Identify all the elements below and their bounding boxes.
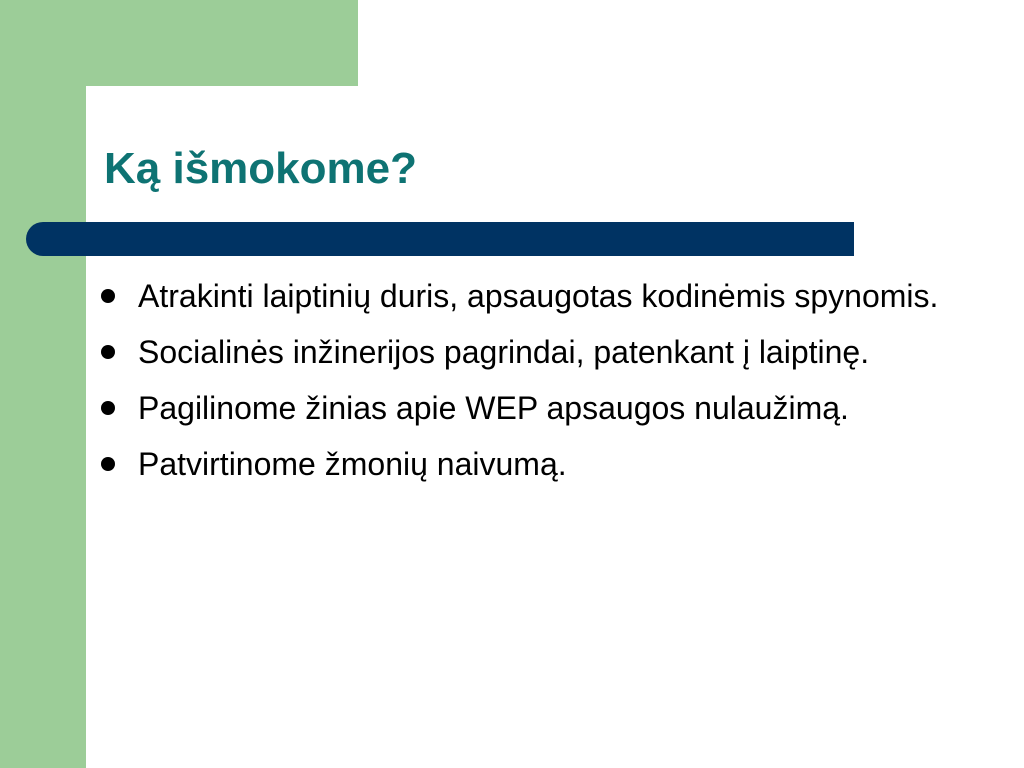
bullet-text: Patvirtinome žmonių naivumą.: [138, 446, 567, 482]
bullet-item: [98, 440, 978, 488]
green-side-panel: [0, 0, 86, 768]
green-top-panel: [0, 0, 358, 86]
bullet-item: [98, 328, 978, 376]
bullet-dot-icon: [101, 345, 115, 359]
slide-title: Ką išmokome?: [104, 144, 417, 193]
title-underline-bar: [26, 222, 854, 256]
bullet-dot-icon: [101, 289, 115, 303]
bullet-dot-icon: [101, 401, 115, 415]
bullet-list: [98, 272, 978, 496]
bullet-text: Socialinės inžinerijos pagrindai, patenkant į laiptinę.: [138, 334, 870, 370]
bullet-text: Atrakinti laiptinių duris, apsaugotas kodinėmis spynomis.: [138, 278, 939, 314]
bullet-item: [98, 384, 978, 432]
bullet-item: [98, 272, 978, 320]
bullet-dot-icon: [101, 457, 115, 471]
bullet-text: Pagilinome žinias apie WEP apsaugos nulaužimą.: [138, 390, 849, 426]
